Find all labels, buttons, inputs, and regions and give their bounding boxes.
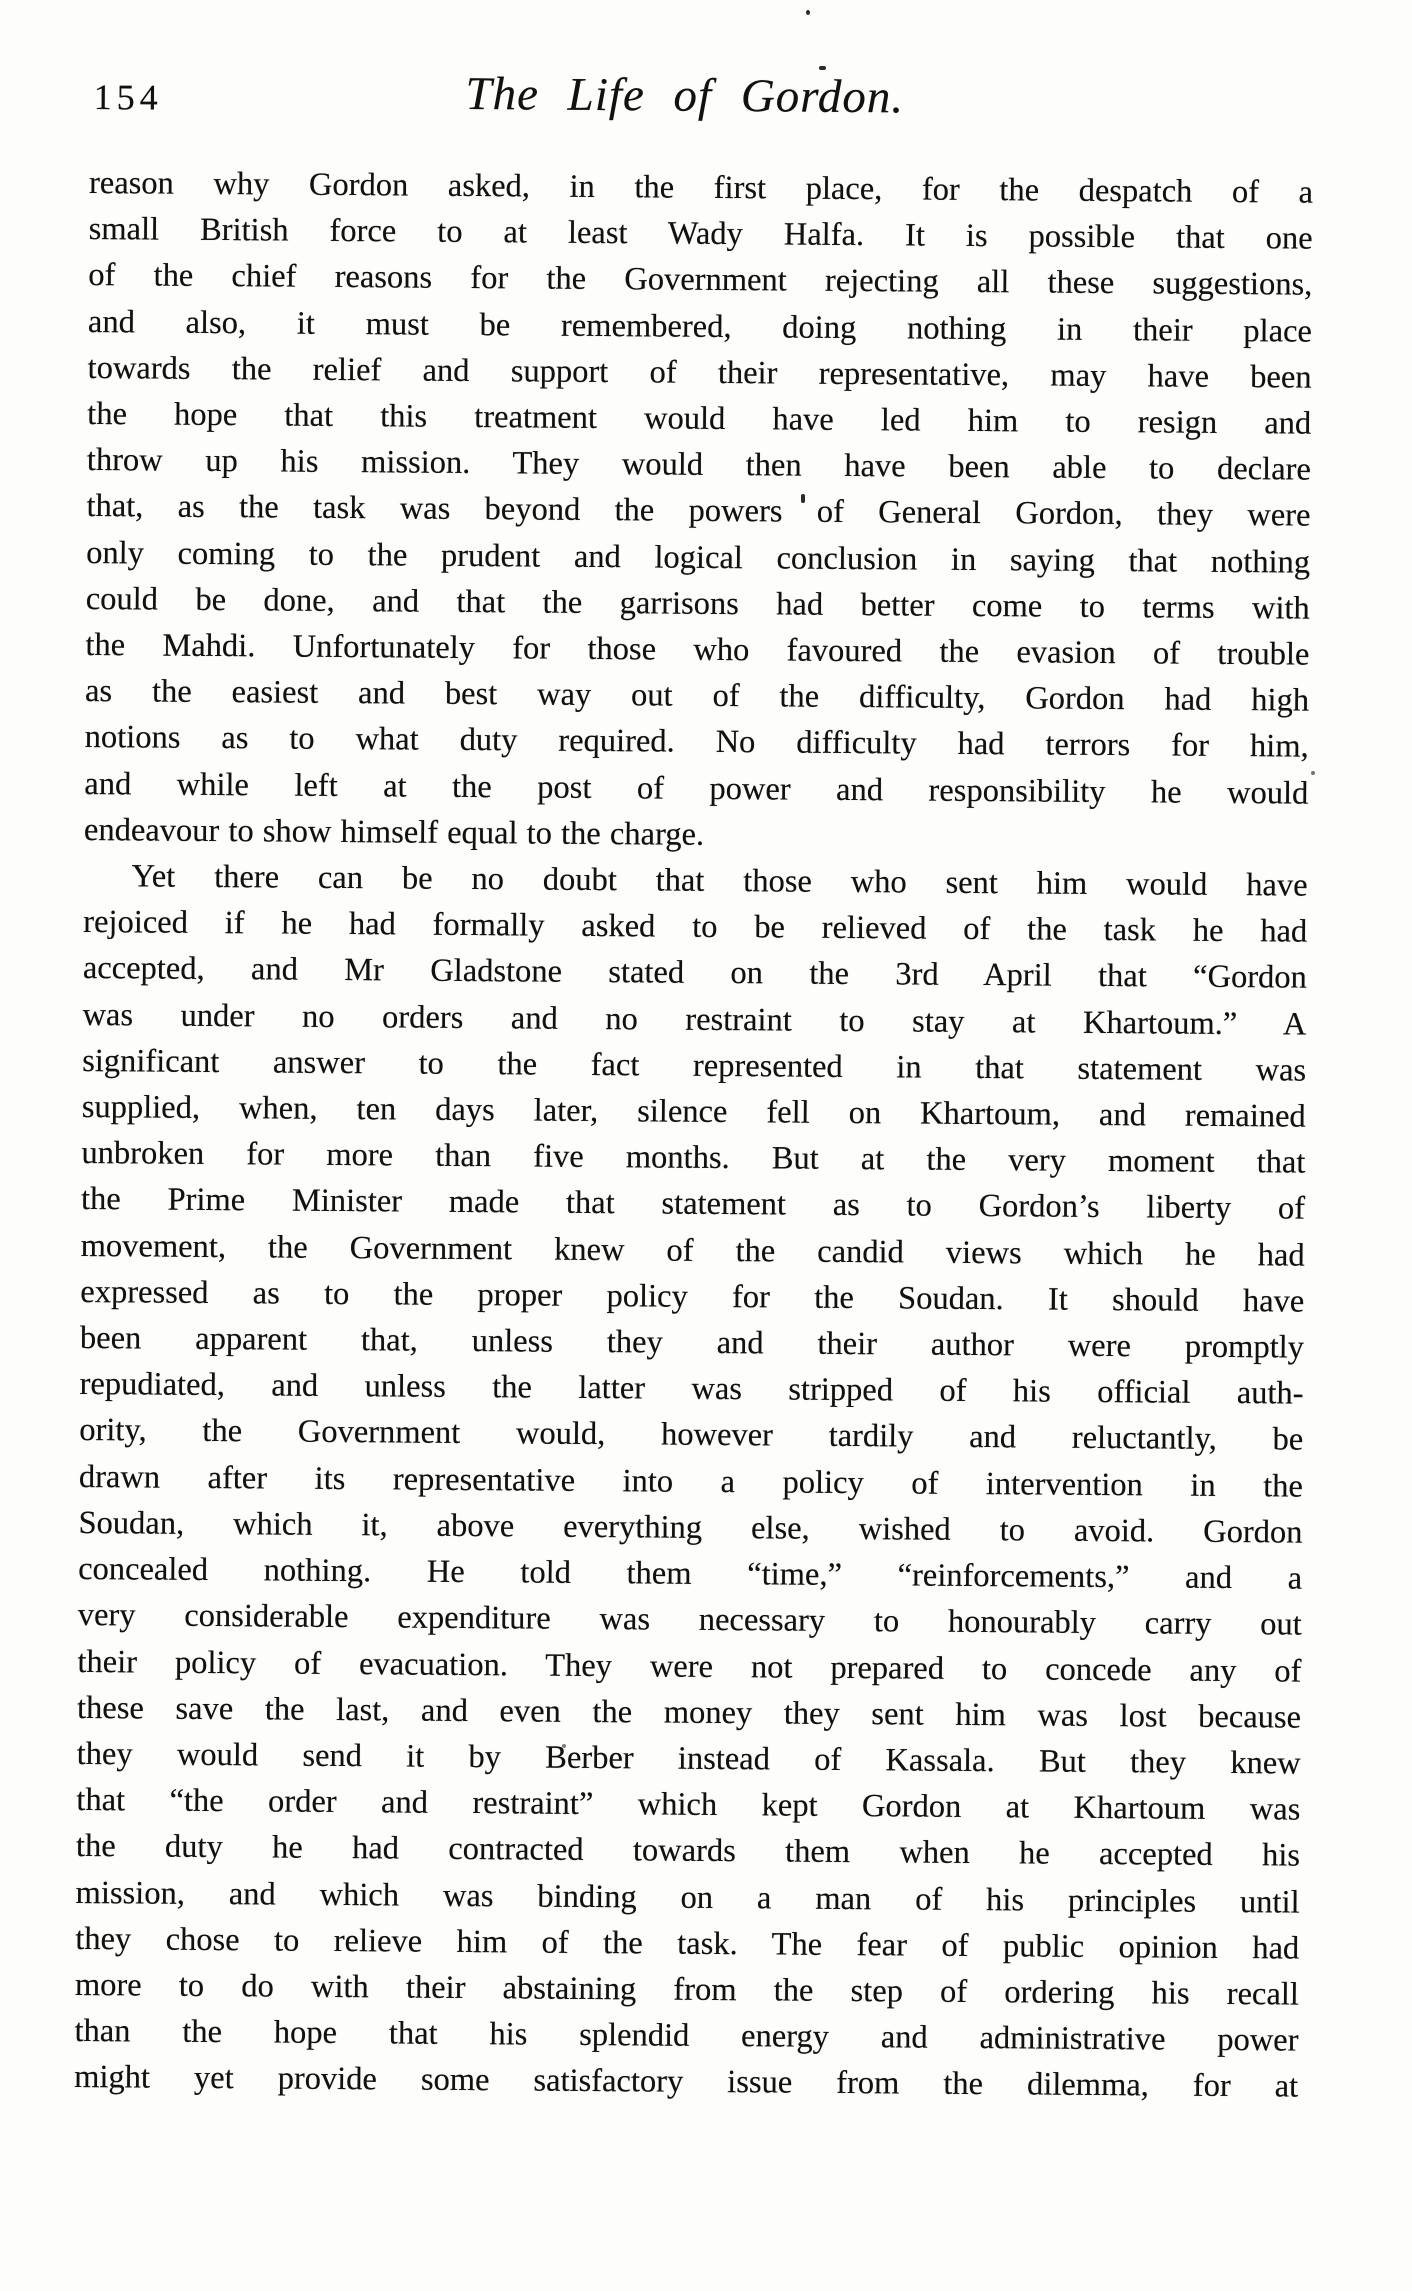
text-line: significant answer to the fact represented in that statement was (82, 1042, 1307, 1089)
text-line: was under no orders and no restraint to stay at Khartoum.” A (82, 996, 1307, 1043)
text-line: than the hope that his splendid energy and administrative power (74, 2013, 1299, 2059)
text-line: notions as to what duty required. No difficulty had terrors for him, (84, 719, 1309, 766)
text-line: endeavour to show himself equal to the charge. (83, 811, 705, 853)
text-line: towards the relief and support of their representative, may have been (87, 349, 1312, 396)
text-line: movement, the Government knew of the candid views which he had (80, 1227, 1305, 1274)
scan-speck (806, 10, 810, 15)
text-line: ority, the Government would, however tardily and reluctantly, be (79, 1412, 1304, 1459)
text-line: the Prime Minister made that statement as to Gordon’s liberty of (80, 1181, 1306, 1228)
text-line: unbroken for more than five months. But at the very moment that (81, 1135, 1306, 1181)
text-line: that “the order and restraint” which kept Gordon at Khartoum was (76, 1782, 1301, 1828)
text-line: only coming to the prudent and logical conclusion in saying that nothing (86, 534, 1311, 581)
body-text (74, 160, 1313, 2110)
text-line: mission, and which was binding on a man of his principles until (75, 1874, 1300, 1921)
text-line: the duty he had contracted towards them when he accepted his (75, 1828, 1301, 1874)
running-title: The Life of Gordon. (465, 67, 905, 124)
text-line: that, as the task was beyond the powers of General Gordon, they were (86, 488, 1311, 535)
text-line: and also, it must be remembered, doing nothing in their place (87, 303, 1313, 350)
text-line: accepted, and Mr Gladstone stated on the 3rd April that “Gordon (82, 950, 1308, 997)
page-content (74, 64, 1314, 2110)
text-line: these save the last, and even the money they sent him was lost because (76, 1689, 1302, 1736)
text-line: might yet provide some satisfactory issue from the dilemma, for at (74, 2059, 1299, 2105)
text-line: rejoiced if he had formally asked to be relieved of the task he had (83, 904, 1308, 950)
text-line: Yet there can be no doubt that those who sent him would have (131, 858, 1308, 904)
text-line: as the easiest and best way out of the difficulty, Gordon had high (84, 673, 1310, 719)
text-line: they would send it by Berber instead of Kassala. But they knew (76, 1735, 1301, 1782)
text-line: and while left at the post of power and responsibility he would (84, 765, 1309, 812)
text-line: Soudan, which it, above everything else, wished to avoid. Gordon (78, 1504, 1303, 1551)
text-line: very considerable expenditure was necessary to honourably carry out (77, 1597, 1302, 1643)
text-line: the hope that this treatment would have led him to resign and (87, 396, 1312, 442)
text-line: more to do with their abstaining from the step of ordering his recall (74, 1966, 1300, 2013)
page-header (90, 64, 1314, 136)
text-line: they chose to relieve him of the task. The fear of public opinion had (75, 1920, 1300, 1967)
text-line: their policy of evacuation. They were not prepared to concede any of (77, 1643, 1302, 1690)
text-line: repudiated, and unless the latter was stripped of his official auth- (79, 1366, 1304, 1412)
text-line: supplied, when, ten days later, silence fell on Khartoum, and remained (81, 1089, 1306, 1135)
text-line: small British force to at least Wady Halfa. It is possible that one (88, 211, 1313, 257)
text-line: expressed as to the proper policy for the Soudan. It should have (80, 1273, 1305, 1320)
text-line: reason why Gordon asked, in the first place, for the despatch of a (88, 164, 1314, 211)
text-line: been apparent that, unless they and their author were promptly (79, 1320, 1305, 1366)
text-line: drawn after its representative into a policy of intervention in the (78, 1458, 1304, 1505)
text-line: could be done, and that the garrisons had better come to terms with (85, 580, 1310, 627)
scan-speck (1311, 771, 1315, 775)
text-line: of the chief reasons for the Government rejecting all these suggestions, (88, 257, 1313, 304)
text-line: throw up his mission. They would then have been able to declare (86, 442, 1311, 488)
page-number: 154 (93, 77, 163, 118)
paragraph (84, 160, 1313, 863)
text-line: concealed nothing. He told them “time,” “reinforcements,” and a (78, 1551, 1303, 1597)
paragraph (74, 853, 1308, 2110)
text-line: the Mahdi. Unfortunately for those who favoured the evasion of trouble (85, 627, 1310, 673)
